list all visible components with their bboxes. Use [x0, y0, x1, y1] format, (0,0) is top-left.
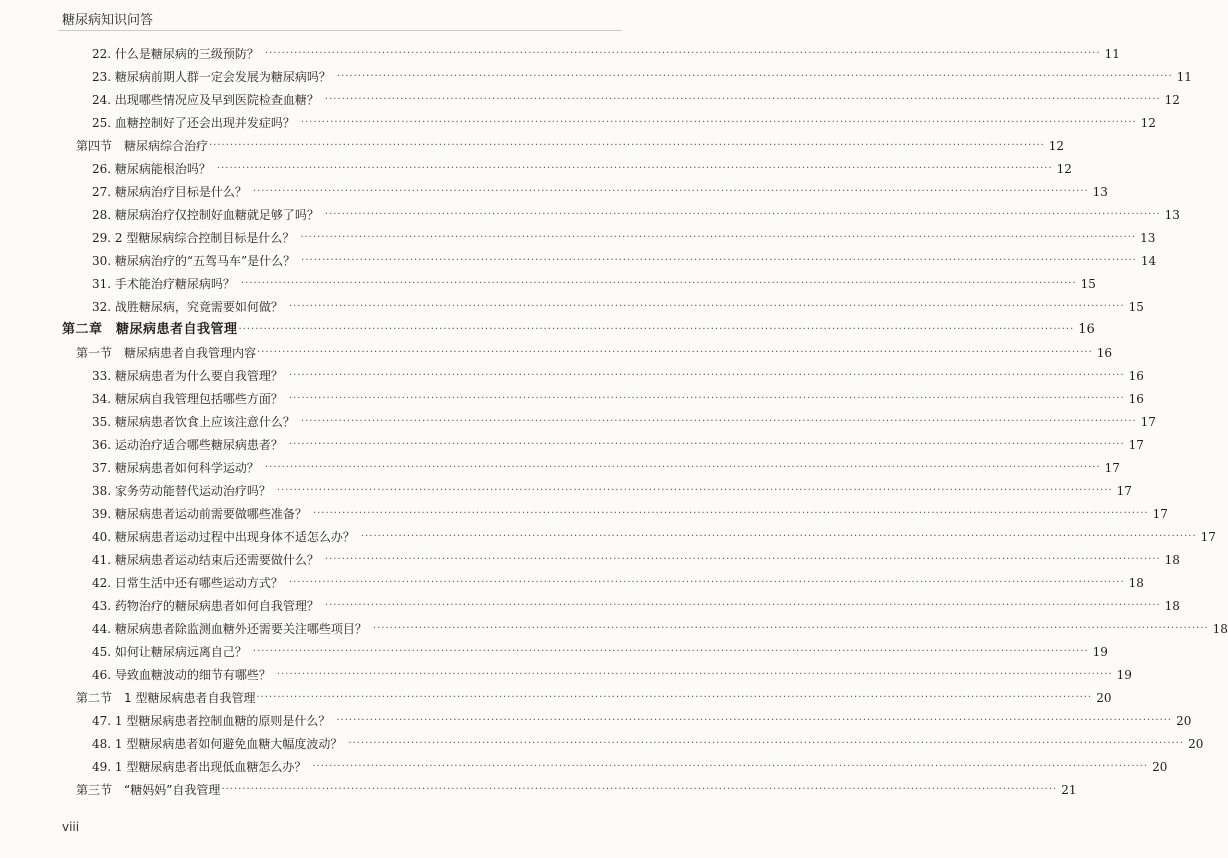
toc-entry-question[interactable]: [92, 389, 1144, 409]
toc-entry-question[interactable]: [92, 619, 1228, 639]
dot-leader: ········································································································································································································: [288, 370, 1125, 381]
dot-leader: ········································································································································································································: [348, 738, 1185, 749]
toc-entry-title: 36. 运动治疗适合哪些糖尿病患者？: [92, 438, 283, 452]
toc-entry-section[interactable]: [76, 780, 1077, 800]
toc-entry-question[interactable]: [92, 435, 1144, 455]
toc-entry-question[interactable]: [92, 182, 1108, 202]
dot-leader: ········································································································································································································: [288, 577, 1125, 588]
toc-entry-title: 30. 糖尿病治疗的“五驾马车”是什么？: [92, 254, 296, 268]
toc-entry-question[interactable]: [92, 527, 1216, 547]
dot-leader: ········································································································································································································: [360, 531, 1197, 542]
toc-entry-title: 43. 药物治疗的糖尿病患者如何自我管理？: [92, 599, 319, 613]
toc-entry-title: 47. 1 型糖尿病患者控制血糖的原则是什么？: [92, 714, 331, 728]
toc-entry-title: 40. 糖尿病患者运动过程中出现身体不适怎么办？: [92, 530, 355, 544]
page-number: viii: [62, 820, 80, 834]
toc-entry-question[interactable]: [92, 159, 1072, 179]
toc-entry-title: 37. 糖尿病患者如何科学运动？: [92, 461, 259, 475]
dot-leader: ········································································································································································································: [252, 186, 1089, 197]
toc-entry-page: 17: [1128, 438, 1144, 452]
header-rule: [58, 30, 622, 31]
toc-entry-question[interactable]: [92, 412, 1156, 432]
toc-entry-page: 17: [1200, 530, 1216, 544]
toc-entry-question[interactable]: [92, 251, 1157, 271]
toc-entry-question[interactable]: [92, 366, 1144, 386]
toc-entry-title: 42. 日常生活中还有哪些运动方式？: [92, 576, 283, 590]
toc-entry-page: 20: [1188, 737, 1204, 751]
toc-entry-title: 27. 糖尿病治疗目标是什么？: [92, 185, 247, 199]
toc-entry-title: 44. 糖尿病患者除监测血糖外还需要关注哪些项目？: [92, 622, 367, 636]
dot-leader: ········································································································································································································: [264, 462, 1101, 473]
toc-entry-title: 33. 糖尿病患者为什么要自我管理？: [92, 369, 283, 383]
toc-entry-page: 18: [1164, 599, 1180, 613]
toc-entry-title: 39. 糖尿病患者运动前需要做哪些准备？: [92, 507, 307, 521]
dot-leader: ········································································································································································································: [256, 692, 1093, 703]
dot-leader: ········································································································································································································: [209, 140, 1045, 151]
dot-leader: ········································································································································································································: [264, 48, 1101, 59]
dot-leader: ········································································································································································································: [257, 347, 1093, 358]
toc-entry-title: 第三节 “糖妈妈”自我管理: [76, 783, 221, 797]
toc-entry-question[interactable]: [92, 711, 1192, 731]
dot-leader: ········································································································································································································: [324, 554, 1161, 565]
toc-entry-question[interactable]: [92, 458, 1120, 478]
toc-entry-page: 19: [1116, 668, 1132, 682]
toc-entry-title: 29. 2 型糖尿病综合控制目标是什么？: [92, 231, 295, 245]
dot-leader: ········································································································································································································: [324, 600, 1161, 611]
dot-leader: ········································································································································································································: [301, 255, 1137, 266]
toc-entry-page: 18: [1164, 553, 1180, 567]
dot-leader: ········································································································································································································: [276, 485, 1113, 496]
toc-entry-question[interactable]: [92, 665, 1132, 685]
toc-entry-page: 17: [1116, 484, 1132, 498]
toc-entry-title: 22. 什么是糖尿病的三级预防？: [92, 47, 259, 61]
dot-leader: ········································································································································································································: [312, 761, 1149, 772]
toc-entry-title: 第二节 1 型糖尿病患者自我管理: [76, 691, 256, 705]
dot-leader: ········································································································································································································: [288, 393, 1125, 404]
toc-entry-page: 12: [1056, 162, 1072, 176]
toc-entry-title: 26. 糖尿病能根治吗？: [92, 162, 211, 176]
dot-leader: ········································································································································································································: [312, 508, 1149, 519]
dot-leader: ········································································································································································································: [300, 232, 1137, 243]
toc-entry-page: 16: [1128, 392, 1144, 406]
toc-entry-title: 35. 糖尿病患者饮食上应该注意什么？: [92, 415, 295, 429]
toc-entry-question[interactable]: [92, 734, 1204, 754]
toc-entry-title: 38. 家务劳动能替代运动治疗吗？: [92, 484, 271, 498]
dot-leader: ········································································································································································································: [288, 301, 1125, 312]
toc-entry-chapter[interactable]: [62, 320, 1095, 340]
toc-entry-title: 23. 糖尿病前期人群一定会发展为糖尿病吗？: [92, 70, 331, 84]
toc-entry-title: 46. 导致血糖波动的细节有哪些？: [92, 668, 271, 682]
toc-entry-section[interactable]: [76, 688, 1112, 708]
toc-entry-page: 15: [1080, 277, 1096, 291]
toc-entry-question[interactable]: [92, 44, 1120, 64]
toc-entry-question[interactable]: [92, 90, 1180, 110]
toc-entry-question[interactable]: [92, 113, 1156, 133]
toc-entry-title: 49. 1 型糖尿病患者出现低血糖怎么办？: [92, 760, 307, 774]
dot-leader: ········································································································································································································: [216, 163, 1053, 174]
toc-entry-page: 17: [1152, 507, 1168, 521]
toc-entry-page: 16: [1078, 322, 1095, 337]
toc-entry-page: 18: [1212, 622, 1228, 636]
toc-entry-page: 21: [1061, 783, 1077, 797]
toc-entry-question[interactable]: [92, 67, 1192, 87]
dot-leader: ········································································································································································································: [276, 669, 1113, 680]
dot-leader: ········································································································································································································: [324, 209, 1161, 220]
toc-entry-title: 第四节 糖尿病综合治疗: [76, 139, 209, 153]
toc-entry-page: 11: [1176, 70, 1192, 84]
toc-entry-title: 第二章 糖尿病患者自我管理: [62, 322, 238, 337]
toc-entry-question[interactable]: [92, 274, 1096, 294]
toc-entry-title: 48. 1 型糖尿病患者如何避免血糖大幅度波动？: [92, 737, 343, 751]
toc-entry-title: 45. 如何让糖尿病远离自己？: [92, 645, 247, 659]
dot-leader: ········································································································································································································: [252, 646, 1089, 657]
toc-entry-page: 12: [1164, 93, 1180, 107]
toc-entry-page: 13: [1092, 185, 1108, 199]
toc-entry-page: 18: [1128, 576, 1144, 590]
dot-leader: ········································································································································································································: [372, 623, 1209, 634]
toc-entry-title: 28. 糖尿病治疗仅控制好血糖就足够了吗？: [92, 208, 319, 222]
running-header: 糖尿病知识问答: [62, 13, 154, 28]
toc-entry-page: 16: [1096, 346, 1113, 360]
toc-entry-page: 17: [1104, 461, 1120, 475]
dot-leader: ········································································································································································································: [240, 278, 1077, 289]
dot-leader: ········································································································································································································: [336, 71, 1173, 82]
toc-entry-page: 12: [1140, 116, 1156, 130]
toc-entry-page: 12: [1048, 139, 1065, 153]
dot-leader: ········································································································································································································: [300, 416, 1137, 427]
toc-entry-page: 20: [1176, 714, 1192, 728]
toc-entry-page: 15: [1128, 300, 1144, 314]
toc-entry-page: 19: [1092, 645, 1108, 659]
toc-entry-question[interactable]: [92, 596, 1180, 616]
toc-entry-question[interactable]: [92, 481, 1132, 501]
toc-entry-title: 25. 血糖控制好了还会出现并发症吗？: [92, 116, 295, 130]
toc-entry-section[interactable]: [76, 136, 1065, 156]
toc-entry-page: 14: [1140, 254, 1157, 268]
toc-entry-page: 13: [1164, 208, 1180, 222]
toc-entry-question[interactable]: [92, 205, 1180, 225]
toc-entry-page: 11: [1104, 47, 1120, 61]
toc-entry-title: 34. 糖尿病自我管理包括哪些方面？: [92, 392, 283, 406]
toc-entry-question[interactable]: [92, 550, 1180, 570]
dot-leader: ········································································································································································································: [288, 439, 1125, 450]
toc-entry-section[interactable]: [76, 343, 1113, 363]
dot-leader: ········································································································································································································: [336, 715, 1173, 726]
toc-entry-page: 16: [1128, 369, 1144, 383]
dot-leader: ········································································································································································································: [300, 117, 1137, 128]
toc-entry-page: 17: [1140, 415, 1156, 429]
toc-entry-title: 31. 手术能治疗糖尿病吗？: [92, 277, 235, 291]
toc-entry-title: 第一节 糖尿病患者自我管理内容: [76, 346, 257, 360]
toc-entry-question[interactable]: [92, 504, 1168, 524]
toc-entry-question[interactable]: [92, 573, 1144, 593]
toc-entry-title: 32. 战胜糖尿病，究竟需要如何做？: [92, 300, 283, 314]
dot-leader: ········································································································································································································: [238, 324, 1075, 335]
toc-entry-title: 41. 糖尿病患者运动结束后还需要做什么？: [92, 553, 319, 567]
toc-entry-page: 20: [1096, 691, 1112, 705]
dot-leader: ········································································································································································································: [221, 784, 1058, 795]
toc-entry-question[interactable]: [92, 642, 1108, 662]
dot-leader: ········································································································································································································: [324, 94, 1161, 105]
toc-entry-question[interactable]: [92, 228, 1156, 248]
toc-entry-question[interactable]: [92, 757, 1168, 777]
toc-entry-question[interactable]: [92, 297, 1144, 317]
toc-entry-page: 13: [1140, 231, 1156, 245]
toc-entry-title: 24. 出现哪些情况应及早到医院检查血糖？: [92, 93, 319, 107]
toc-entry-page: 20: [1152, 760, 1168, 774]
